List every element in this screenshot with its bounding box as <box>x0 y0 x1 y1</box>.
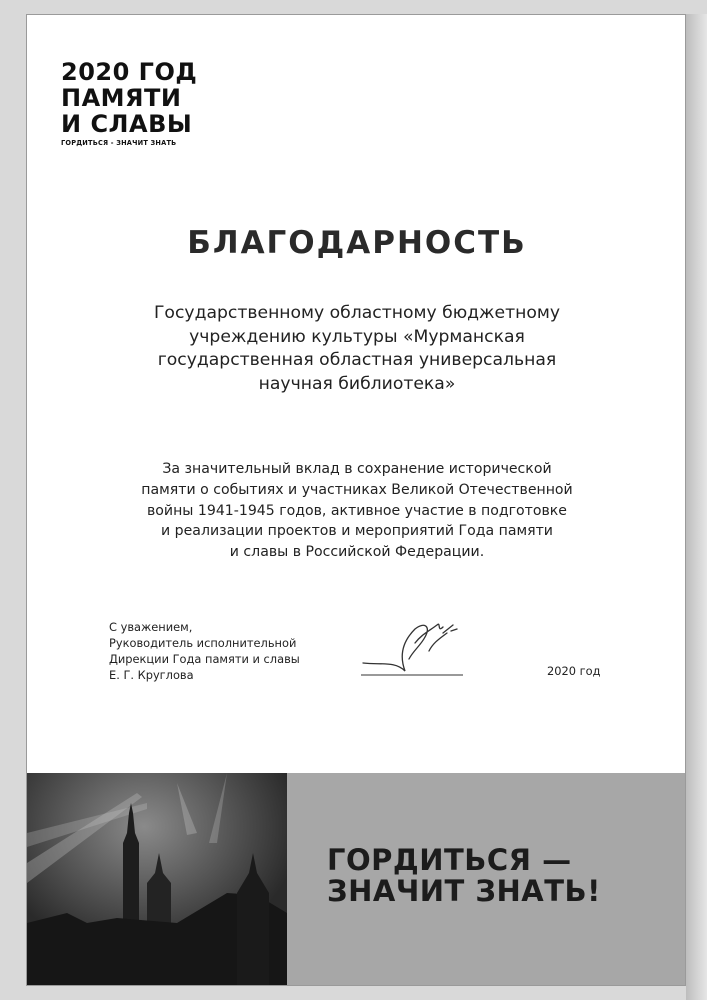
logo-line-2: ПАМЯТИ <box>61 84 182 112</box>
signer-line: С уважением, <box>109 620 193 634</box>
kremlin-silhouette-illustration <box>27 773 287 986</box>
reason-line: войны 1941-1945 годов, активное участие в подготовке <box>147 502 567 519</box>
reason-line: памяти о событиях и участниках Великой Отечественной <box>141 481 573 498</box>
document-date: 2020 год <box>547 664 601 678</box>
page-edge-shadow <box>686 14 707 1000</box>
motto-text <box>327 845 601 907</box>
signer-line: Дирекции Года памяти и славы <box>109 652 300 666</box>
recipient-line: научная библиотека» <box>258 373 456 394</box>
reason-line: За значительный вклад в сохранение исторической <box>162 461 552 477</box>
motto-line-1: ГОРДИТЬСЯ — <box>327 843 572 877</box>
recipient-line: государственная областная универсальная <box>157 350 557 370</box>
motto-line-2: ЗНАЧИТ ЗНАТЬ! <box>327 874 601 908</box>
kremlin-night-photo <box>27 773 287 986</box>
reason-line: и славы в Российской Федерации. <box>229 544 485 561</box>
recipient-text <box>67 302 647 396</box>
recipient-line: Государственному областному бюджетному <box>153 303 561 323</box>
logo-line-3: И СЛАВЫ <box>61 110 193 138</box>
handwritten-signature <box>333 603 463 683</box>
certificate-page <box>26 14 686 986</box>
motto-banner <box>287 773 686 986</box>
year-of-memory-logo <box>61 59 241 147</box>
logo-tagline: ГОРДИТЬСЯ - ЗНАЧИТ ЗНАТЬ <box>61 139 177 147</box>
signer-block <box>109 619 349 683</box>
recipient-line: учреждению культуры «Мурманская <box>189 326 525 347</box>
reason-text <box>67 459 647 563</box>
reason-line: и реализации проектов и мероприятий Года памяти <box>161 523 553 540</box>
signer-name: Е. Г. Круглова <box>109 668 194 682</box>
logo-line-1: 2020 ГОД <box>61 58 198 86</box>
document-title: БЛАГОДАРНОСТЬ <box>187 225 527 261</box>
signer-line: Руководитель исполнительной <box>109 636 297 650</box>
